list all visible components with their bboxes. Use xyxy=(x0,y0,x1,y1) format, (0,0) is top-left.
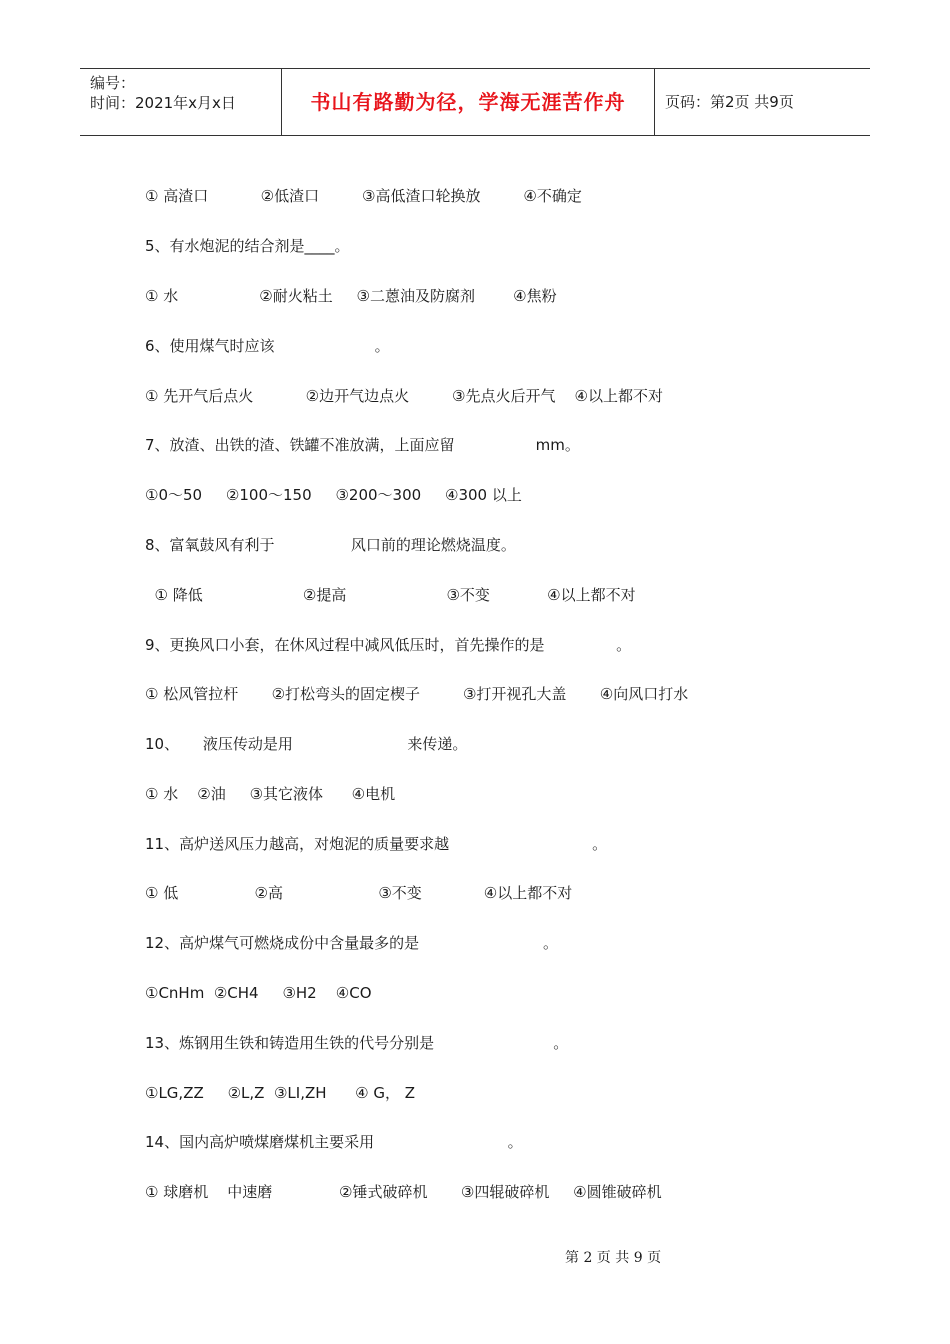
page-footer: 第 2 页 共 9 页 xyxy=(565,1250,662,1266)
document-number-label: 编号： xyxy=(90,74,136,92)
question-5-options: ① 水 ②耐火粘土 ③二蒽油及防腐剂 ④焦粉 xyxy=(145,287,557,305)
question-10: 10、 液压传动是用 来传递。 xyxy=(145,735,468,753)
question-6: 6、使用煤气时应该 。 xyxy=(145,337,390,355)
question-8-options: ① 降低 ②提高 ③不变 ④以上都不对 xyxy=(145,586,636,604)
question-13: 13、炼钢用生铁和铸造用生铁的代号分别是 。 xyxy=(145,1034,569,1052)
document-time-label: 时间：2021年x月x日 xyxy=(90,94,236,112)
question-12: 12、高炉煤气可燃烧成份中含量最多的是 。 xyxy=(145,934,559,952)
header-motto: 书山有路勤为径，学海无涯苦作舟 xyxy=(282,69,655,135)
question-14: 14、国内高炉喷煤磨煤机主要采用 。 xyxy=(145,1133,523,1151)
question-4-options: ① 高渣口 ②低渣口 ③高低渣口轮换放 ④不确定 xyxy=(145,187,582,205)
question-9-options: ① 松风管拉杆 ②打松弯头的固定楔子 ③打开视孔大盖 ④向风口打水 xyxy=(145,685,689,703)
question-7-options: ①0～50 ②100～150 ③200～300 ④300 以上 xyxy=(145,486,522,504)
question-5: 5、有水炮泥的结合剂是____。 xyxy=(145,237,350,255)
question-10-options: ① 水 ②油 ③其它液体 ④电机 xyxy=(145,785,396,803)
question-12-options: ①CnHm ②CH4 ③H2 ④CO xyxy=(145,984,372,1002)
question-11: 11、高炉送风压力越高，对炮泥的质量要求越 。 xyxy=(145,835,608,853)
header-meta xyxy=(80,69,282,135)
question-13-options: ①LG,ZZ ②L,Z ③LI,ZH ④ G， Z xyxy=(145,1084,416,1102)
header-page-info: 页码：第2页 共9页 xyxy=(665,93,794,111)
question-8: 8、富氧鼓风有利于 风口前的理论燃烧温度。 xyxy=(145,536,516,554)
question-14-options: ① 球磨机 中速磨 ②锤式破碎机 ③四辊破碎机 ④圆锥破碎机 xyxy=(145,1183,662,1201)
question-9: 9、更换风口小套，在休风过程中减风低压时，首先操作的是 。 xyxy=(145,636,632,654)
question-7: 7、放渣、出铁的渣、铁罐不准放满，上面应留 mm。 xyxy=(145,436,580,454)
question-11-options: ① 低 ②高 ③不变 ④以上都不对 xyxy=(145,884,573,902)
question-6-options: ① 先开气后点火 ②边开气边点火 ③先点火后开气 ④以上都不对 xyxy=(145,387,663,405)
page-header xyxy=(80,68,870,136)
